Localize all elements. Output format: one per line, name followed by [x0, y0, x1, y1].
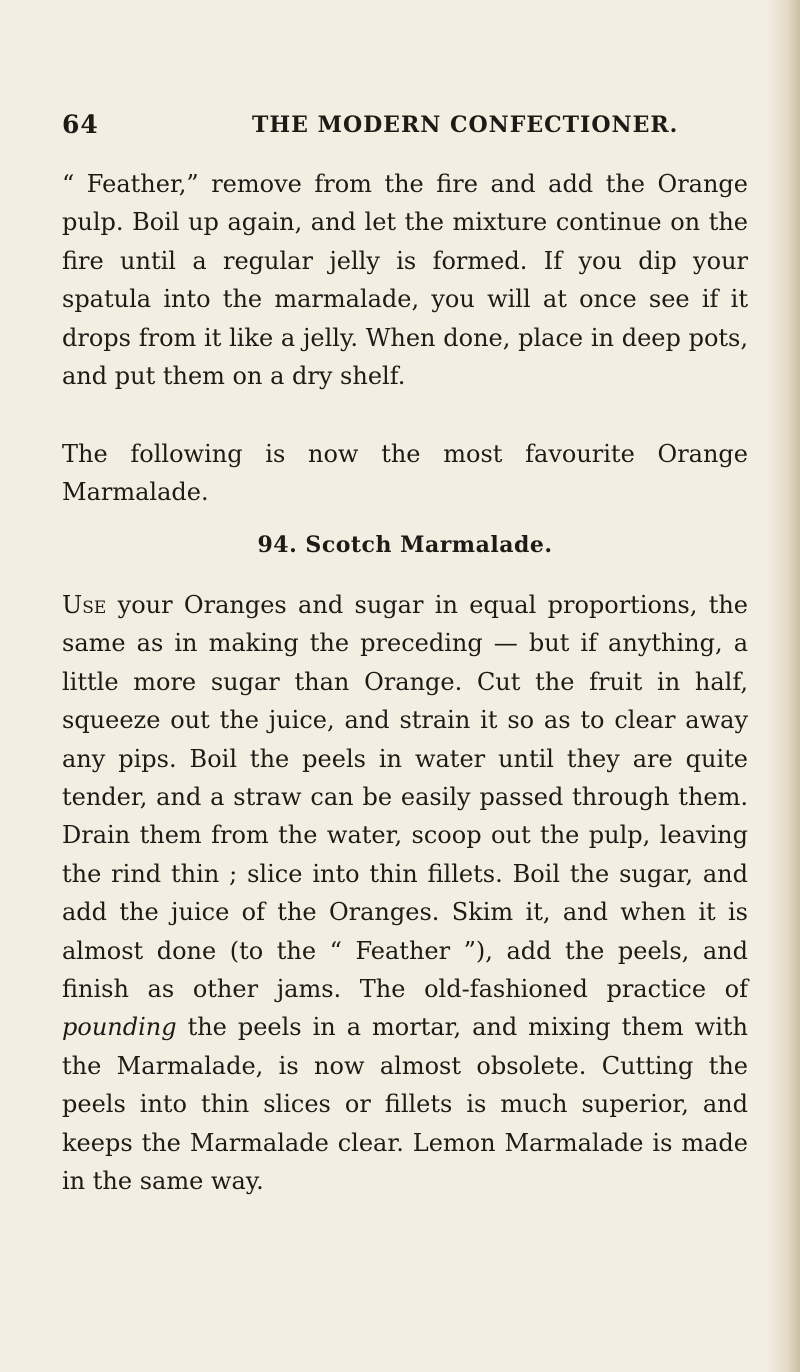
section-heading: 94. Scotch Marmalade. — [257, 532, 553, 558]
paragraph-scotch-marmalade — [62, 586, 748, 1201]
paragraph-feather: “ Feather,” remove from the fire and add the Orange pulp. Boil up again, and let the mixture continue on the fire until a regular jelly is formed. If you dip your spatula into the marmalade, you will at once see if it drops from it like a jelly. When done, place in deep pots, and put them on a dry shelf. — [62, 170, 748, 391]
page-edge-shadow — [766, 0, 800, 1372]
paragraph-text-part2: the peels in a mortar, and mixing them with the Marmalade, is now almost obsolete. Cutting the peels into thin slices or fillets is much superior, and keeps the Marmalade clear. Lemon Marmalade is made in the same way. — [62, 1013, 748, 1196]
running-title: THE MODERN CONFECTIONER. — [252, 112, 679, 138]
paragraph-lead-word: Use — [62, 591, 107, 619]
running-head — [62, 110, 762, 146]
page-number: 64 — [62, 110, 99, 139]
italic-word: pounding — [62, 1013, 177, 1042]
paragraph-favourite: The following is now the most favourite Orange Marmalade. — [62, 440, 748, 507]
paragraph-text-part1: your Oranges and sugar in equal proportions, the same as in making the preceding — but if anything, a little more sugar than Orange. Cut the fruit in half, squeeze out the juice, and strain it so as to clear away any pips. Boil the peels in water until they are quite tender, and a straw can be easily passed through them. Drain them from the water, scoop out the pulp, leaving the rind thin ; slice into thin fillets. Boil the sugar, and add the juice of the Oranges. Skim it, and when it is almost done (to the “ Feather ”), add the peels, and finish as other jams. The old-fashioned practice of — [62, 591, 748, 1004]
